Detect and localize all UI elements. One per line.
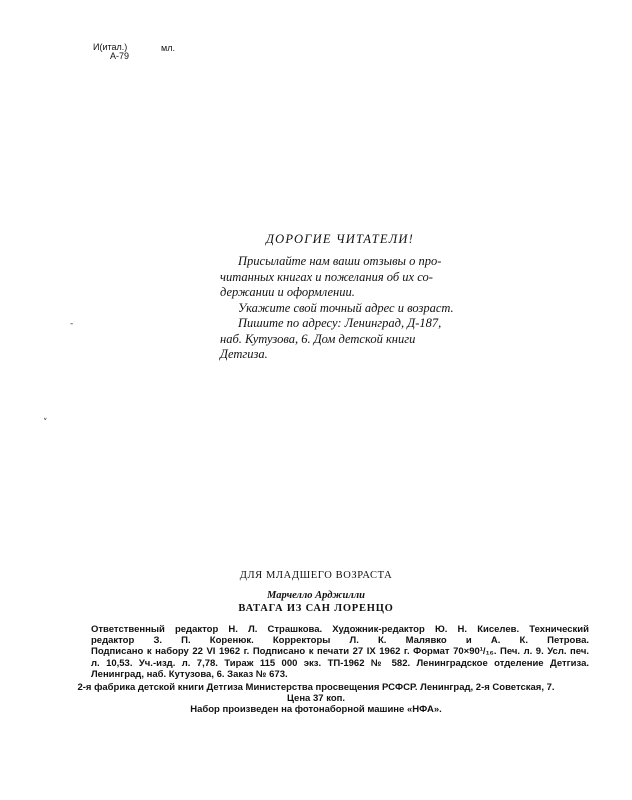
imprint-line: Ответственный редактор Н. Л. Страшкова. Художник-редактор Ю. Н. Киселев. Технический: [91, 624, 589, 635]
readers-note-line: Присылайте нам ваши отзывы о про-: [238, 254, 442, 268]
book-author: Марчелло Арджилли: [267, 590, 365, 601]
imprint-line: л. 10,53. Уч.-изд. л. 7,78. Тираж 115 000 экз. ТП-1962 № 582. Ленинградское отделение Детгиза.: [91, 657, 589, 669]
readers-note-line: Пишите по адресу: Ленинград, Д-187,: [238, 316, 442, 330]
readers-note-line: читанных книгах и пожелания об их со-: [220, 269, 433, 284]
author-sign: А-79: [110, 51, 130, 61]
classification-code: И(итал.): [93, 42, 128, 52]
readers-note-line: держании и оформлении.: [220, 285, 355, 299]
imprint-line: Подписано к набору 22 VI 1962 г. Подписано к печати 27 IX 1962 г. Формат 70×90¹/₁₆. Печ. л. 9. Усл. печ.: [91, 646, 589, 658]
printing-house-line: 2-я фабрика детской книги Детгиза Министерства просвещения РСФСР. Ленинград, 2-я Советская, 7.: [77, 682, 555, 693]
readers-note-line: Укажите свой точный адрес и возраст.: [238, 300, 454, 315]
imprint-block: [91, 624, 589, 680]
readers-note-body: [220, 254, 472, 363]
readers-note-line: Детгиза.: [220, 347, 268, 361]
book-title: ВАТАГА ИЗ САН ЛОРЕНЦО: [238, 603, 394, 614]
age-group-label: ДЛЯ МЛАДШЕГО ВОЗРАСТА: [239, 570, 393, 581]
typesetting-line: Набор произведен на фотонаборной машине «НФА».: [190, 704, 442, 716]
margin-mark: ˅: [43, 418, 48, 428]
readers-note-title: ДОРОГИЕ ЧИТАТЕЛИ!: [266, 232, 414, 246]
imprint-line: редактор З. П. Коренюк. Корректоры Л. К. Малявко и А. К. Петрова.: [91, 635, 589, 647]
readers-note-line: наб. Кутузова, 6. Дом детской книги: [220, 331, 416, 346]
printing-house-block: [0, 682, 632, 716]
margin-mark: -: [70, 319, 74, 329]
price-line: Цена 37 коп.: [286, 693, 346, 705]
age-mark: мл.: [161, 43, 175, 53]
imprint-line: Ленинград, наб. Кутузова, 6. Заказ № 673.: [91, 668, 288, 680]
